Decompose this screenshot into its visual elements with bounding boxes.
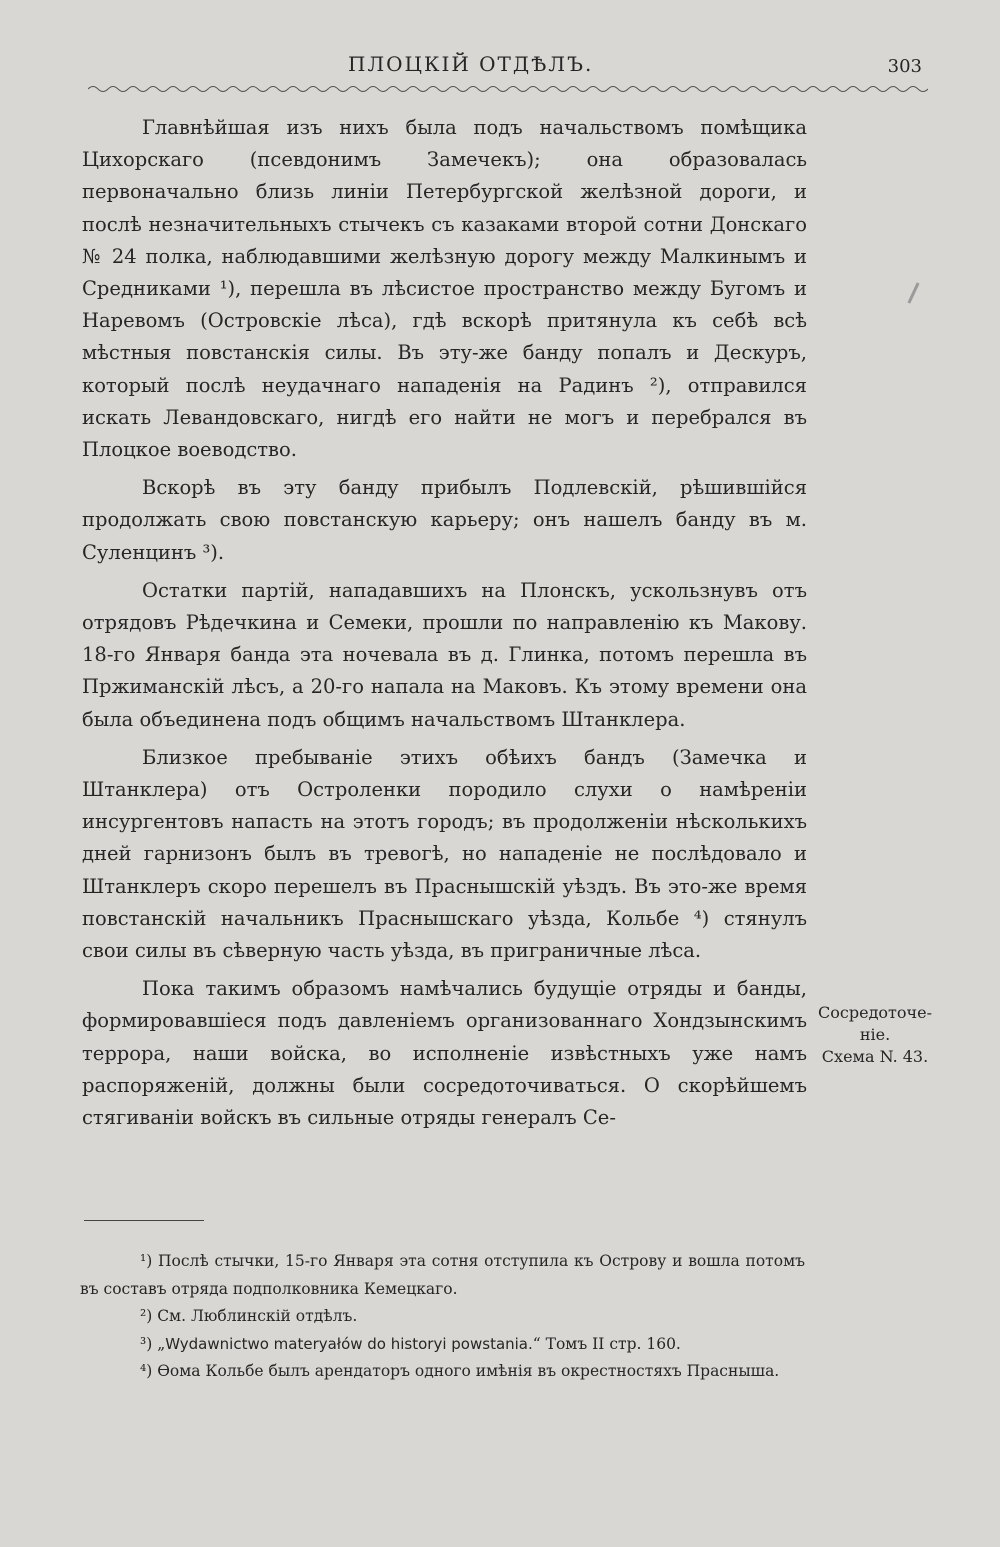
margin-note-line-1: Сосредоточе- [818,1003,932,1022]
paragraph-5: Пока такимъ образомъ намѣчались будущіе отряды и банды, формировавшіеся подъ давленіемъ организованнаго Хондзынскимъ террора, наши войска, во исполненіе извѣстныхъ уже намъ распоряженій, должны были сосредоточиваться. О скорѣйшемъ стягиваніи войскъ въ сильные отряды генералъ Се- [82,977,807,1130]
running-head: ПЛОЦКІЙ ОТДѢЛЪ. [348,52,594,76]
paragraph-1: Главнѣйшая изъ нихъ была подъ начальствомъ помѣщика Цихорскаго (псевдонимъ Замечекъ); она образовалась первоначально близь линіи Петербургской желѣзной дороги, и послѣ незначительныхъ стычекъ съ казаками второй сотни Донскаго № 24 полка, наблюдавшими желѣзную дорогу между Малкинымъ и Средниками ¹), перешла въ лѣсистое пространство между Бугомъ и Наревомъ (Островскіе лѣса), гдѣ вскорѣ притянула къ себѣ всѣ мѣстныя повстанскія силы. Въ эту-же банду попалъ и Дескуръ, который послѣ неудачнаго нападенія на Радинъ ²), отправился искать Левандовскаго, нигдѣ его найти не могъ и перебрался въ Плоцкое воеводство. [82,116,807,462]
paragraph-4: Близкое пребываніе этихъ обѣихъ бандъ (Замечка и Штанклера) отъ Остроленки породило слухи о намѣреніи инсургентовъ напасть на этотъ городъ; въ продолженіи нѣсколькихъ дней гарнизонъ былъ въ тревогѣ, но нападеніе не послѣдовало и Штанклеръ скоро перешелъ въ Праснышскій уѣздъ. Въ это-же время повстанскій начальникъ Праснышскаго уѣзда, Кольбе ⁴) стянулъ свои силы въ сѣверную часть уѣзда, въ приграничные лѣса. [82,745,807,963]
footnote-3-rest: “ Томъ II стр. 160. [532,1334,681,1353]
footnote-2: ²) См. Люблинскій отдѣлъ. [140,1307,358,1325]
margin-note [810,1002,940,1068]
footnote-3 [80,1331,805,1359]
pencil-mark [907,282,919,303]
margin-note-line-3: Схема N. 43. [821,1047,929,1066]
page-number: 303 [887,56,922,77]
margin-note-line-2: ніе. [859,1025,891,1044]
footnote-rule [84,1220,204,1221]
paragraph-3: Остатки партій, нападавшихъ на Плонскъ, ускользнувъ отъ отрядовъ Рѣдечкина и Семеки, прошли по направленію къ Макову. 18-го Января банда эта ночевала въ д. Глинка, потомъ перешла въ Пржиманскій лѣсъ, а 20-го напала на Маковъ. Къ этому времени она была объединена подъ общимъ начальствомъ Штанклера. [82,578,807,731]
body-text [82,112,807,1140]
footnote-3-title: Wydawnictwo materyałów do historyi powstania. [165,1334,533,1353]
footnote-1: ¹) Послѣ стычки, 15-го Января эта сотня отступила къ Острову и вошла потомъ въ составъ отряда подполковника Кемецкаго. [80,1252,805,1298]
page-header [90,52,930,82]
paragraph-2: Вскорѣ въ эту банду прибылъ Подлевскій, рѣшившійся продолжать свою повстанскую карьеру; онъ нашелъ банду въ м. Суленцинъ ³). [82,476,807,564]
wavy-rule [88,84,928,94]
footnote-3-marker: ³) „ [140,1334,166,1353]
footnote-4: ⁴) Ѳома Кольбе былъ арендаторъ одного имѣнія въ окрестностяхъ Прасныша. [140,1362,780,1380]
footnotes [80,1248,805,1386]
